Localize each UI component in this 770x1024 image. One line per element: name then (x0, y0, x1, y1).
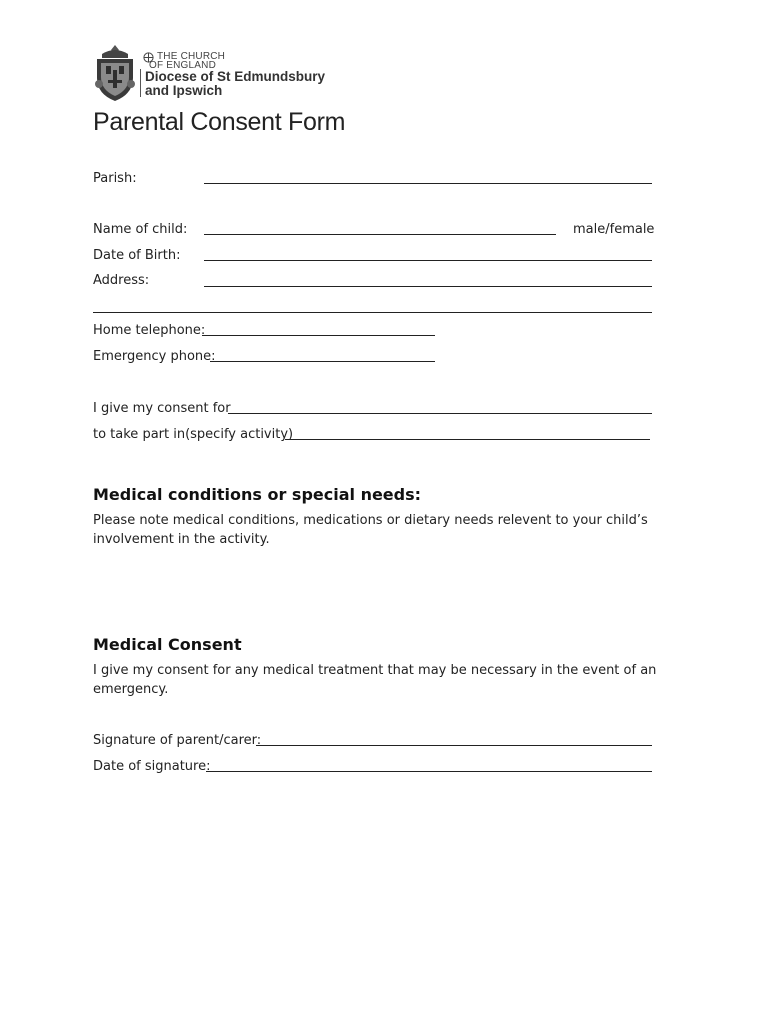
dob-label: Date of Birth: (93, 248, 181, 263)
parish-label: Parish: (93, 171, 137, 186)
medical-needs-heading: Medical conditions or special needs: (93, 485, 422, 504)
page-title: Parental Consent Form (93, 108, 346, 136)
medical-consent-text-line2: emergency. (93, 682, 169, 697)
child-name-label: Name of child: (93, 222, 188, 237)
consent-for-field[interactable] (228, 413, 652, 414)
signature-date-field[interactable] (206, 771, 652, 772)
home-telephone-field[interactable] (202, 335, 435, 336)
dob-field[interactable] (204, 260, 652, 261)
medical-consent-heading: Medical Consent (93, 635, 242, 654)
gender-option[interactable]: male/female (573, 222, 655, 237)
diocese-crest-icon (94, 44, 136, 102)
diocese-name-line2: and Ipswich (145, 83, 223, 98)
medical-needs-text-line1: Please note medical conditions, medications or dietary needs relevent to your child’s (93, 513, 648, 528)
medical-consent-text-line1: I give my consent for any medical treatment that may be necessary in the event of an (93, 663, 657, 678)
activity-label: to take part in(specify activity) (93, 427, 294, 442)
emergency-phone-label: Emergency phone: (93, 349, 216, 364)
org-name-line2: OF ENGLAND (149, 60, 217, 71)
signature-date-label: Date of signature: (93, 759, 211, 774)
parish-field[interactable] (204, 183, 652, 184)
emergency-phone-field[interactable] (210, 361, 435, 362)
signature-label: Signature of parent/carer: (93, 733, 262, 748)
address-field-line2[interactable] (93, 312, 652, 313)
child-name-field[interactable] (204, 234, 556, 235)
org-name-line1: THE CHURCH (157, 51, 226, 62)
medical-needs-area[interactable] (93, 552, 652, 622)
medical-needs-text-line2: involvement in the activity. (93, 532, 270, 547)
consent-for-label: I give my consent for (93, 401, 231, 416)
logo-divider (140, 69, 141, 97)
address-label: Address: (93, 273, 150, 288)
diocese-name-line1: Diocese of St Edmundsbury (145, 69, 326, 84)
address-field-line1[interactable] (204, 286, 652, 287)
signature-field[interactable] (256, 745, 652, 746)
home-telephone-label: Home telephone: (93, 323, 206, 338)
activity-field[interactable] (285, 439, 650, 440)
